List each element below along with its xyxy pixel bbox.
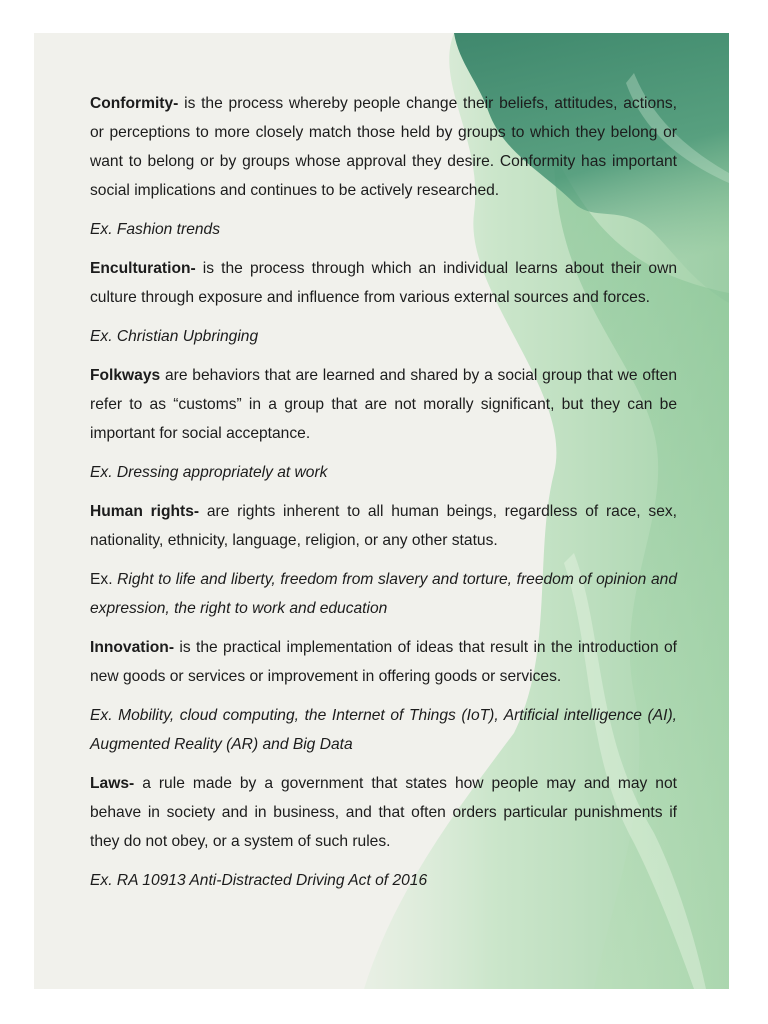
term-label: Human rights- [90, 503, 200, 520]
term-label: Innovation- [90, 639, 175, 656]
term-label: Folkways [90, 367, 161, 384]
definition-laws [90, 769, 677, 856]
definition-text: are rights inherent to all human beings, regardless of race, sex, nationality, ethnicity, language, religion, or any other status. [90, 503, 677, 549]
example-text: Right to life and liberty, freedom from slavery and torture, freedom of opinion and expression, the right to work and education [90, 571, 677, 617]
definition-innovation [90, 633, 677, 691]
example-folkways: Ex. Dressing appropriately at work [90, 464, 328, 481]
term-label: Laws- [90, 775, 135, 792]
definition-conformity [90, 89, 677, 205]
example-innovation: Ex. Mobility, cloud computing, the Internet of Things (IoT), Artificial intelligence (AI), Augmented Reality (AR) and Big Data [90, 707, 677, 753]
example-prefix: Ex. [90, 571, 113, 588]
definition-text: are behaviors that are learned and shared by a social group that we often refer to as “customs” in a group that are not morally significant, but they can be important for social acceptance. [90, 367, 677, 442]
example-human-rights [90, 565, 677, 623]
example-conformity: Ex. Fashion trends [90, 221, 221, 238]
example-laws: Ex. RA 10913 Anti-Distracted Driving Act of 2016 [90, 872, 428, 889]
definition-text: is the practical implementation of ideas that result in the introduction of new goods or services or improvement in offering goods or services. [90, 639, 677, 685]
definition-enculturation [90, 254, 677, 312]
definition-text: a rule made by a government that states how people may and may not behave in society and in business, and that often orders particular punishments if they do not obey, or a system of such rules. [90, 775, 677, 850]
document-page [34, 33, 729, 989]
example-enculturation: Ex. Christian Upbringing [90, 328, 259, 345]
definition-folkways [90, 361, 677, 448]
document-content [90, 89, 677, 905]
definition-text: is the process whereby people change their beliefs, attitudes, actions, or perceptions to more closely match those held by groups to which they belong or want to belong or by groups whose approval they desire. Conformity has important social implications and continues to be actively researched. [90, 95, 677, 199]
definition-human-rights [90, 497, 677, 555]
term-label: Enculturation- [90, 260, 196, 277]
definition-text: is the process through which an individual learns about their own culture through exposure and influence from various external sources and forces. [90, 260, 677, 306]
term-label: Conformity- [90, 95, 179, 112]
